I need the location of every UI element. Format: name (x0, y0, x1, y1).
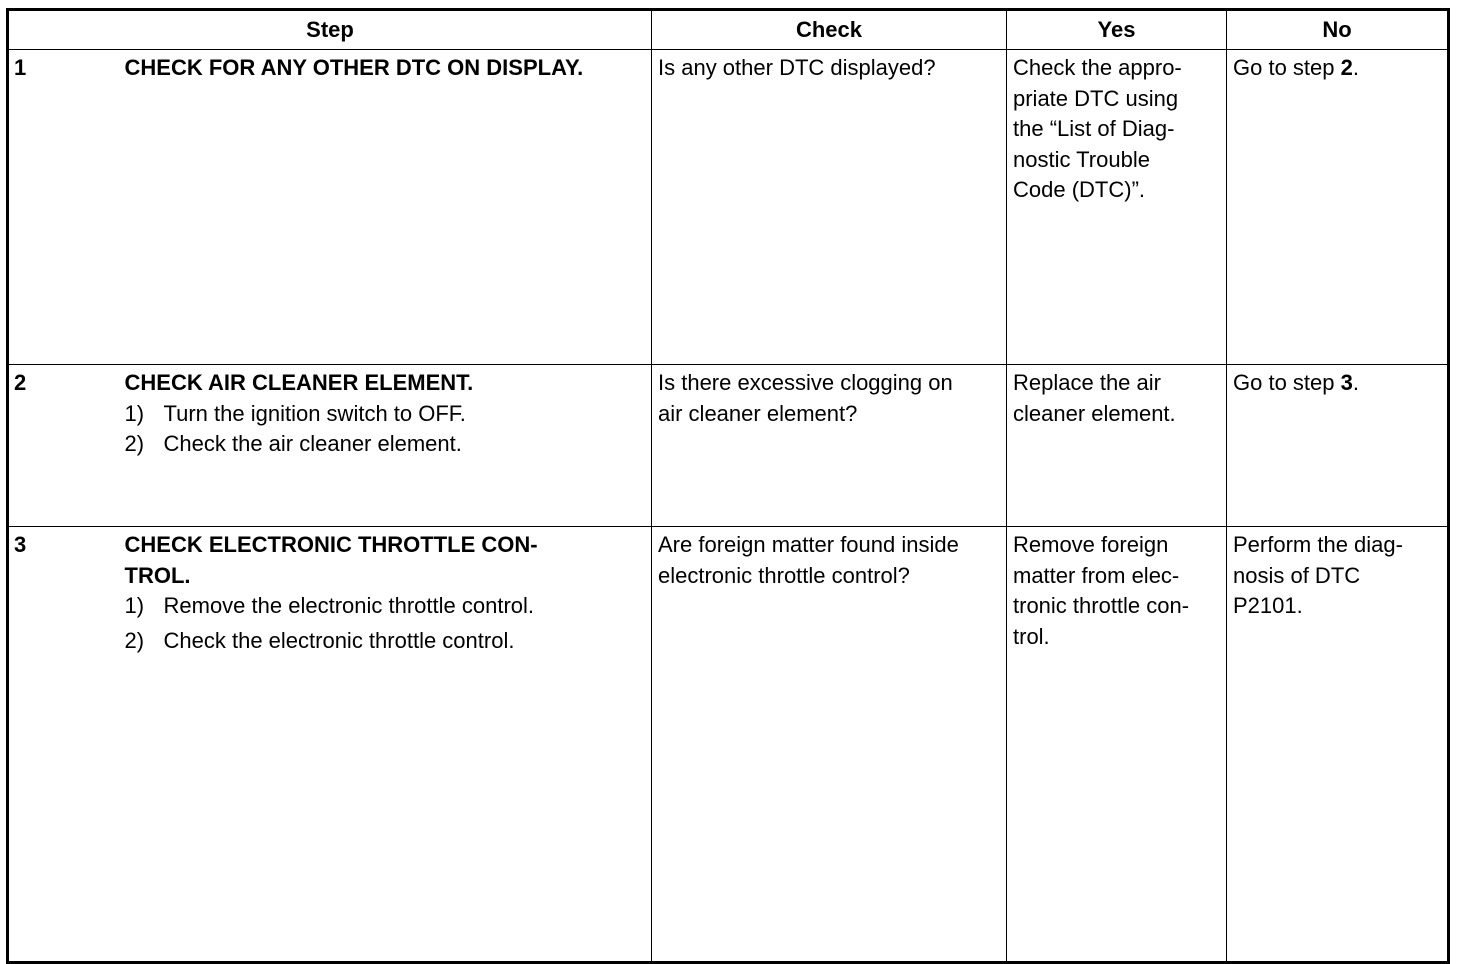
substep-text: Turn the ignition switch to OFF. (163, 400, 466, 426)
table-row (8, 527, 1449, 963)
next-step-number: 2 (1340, 55, 1353, 80)
table-header-row (8, 10, 1449, 50)
substep-text: Remove the electronic throttle control. (163, 593, 535, 618)
check-cell (652, 365, 1007, 527)
step-title: CHECK FOR ANY OTHER DTC ON DISPLAY. (124, 55, 584, 80)
yes-cell (1007, 50, 1227, 365)
step-number: 3 (8, 527, 125, 963)
step-title: CHECK AIR CLEANER ELEMENT. (124, 370, 474, 395)
check-cell (652, 527, 1007, 963)
yes-line: the “List of Diag- (1013, 116, 1175, 141)
no-line: Perform the diag- (1233, 532, 1403, 557)
yes-line: nostic Trouble (1013, 146, 1150, 172)
no-cell (1227, 365, 1449, 527)
table-row (8, 365, 1449, 527)
no-suffix: . (1352, 55, 1359, 80)
check-line: Are foreign matter found inside (658, 532, 959, 557)
no-cell (1227, 527, 1449, 963)
substep (125, 591, 648, 622)
no-text: Go to step (1233, 370, 1341, 395)
no-text: Go to step (1233, 55, 1341, 80)
no-cell (1227, 50, 1449, 365)
step-title-line: CHECK ELECTRONIC THROTTLE CON- (124, 532, 538, 557)
yes-line: Replace the air (1013, 370, 1161, 395)
step-number: 2 (8, 365, 125, 527)
no-suffix: . (1352, 370, 1359, 395)
substep (125, 626, 648, 657)
diagnostic-table (6, 8, 1450, 964)
header-check: Check (652, 10, 1007, 50)
step-title-line: TROL. (124, 562, 191, 588)
yes-line: priate DTC using (1013, 85, 1179, 111)
yes-cell (1007, 365, 1227, 527)
no-line: P2101. (1233, 593, 1303, 618)
substep-number: 1) (124, 400, 145, 426)
yes-line: tronic throttle con- (1013, 593, 1190, 618)
check-line: electronic throttle control? (658, 562, 910, 588)
header-no: No (1227, 10, 1449, 50)
check-line: air cleaner element? (658, 400, 858, 426)
step-cell (125, 527, 652, 963)
substep (125, 429, 648, 460)
check-line: Is there excessive clogging on (658, 370, 953, 395)
substep-number: 2) (124, 431, 145, 456)
substep (125, 399, 648, 430)
yes-line: trol. (1013, 623, 1050, 649)
yes-line: Check the appro- (1013, 55, 1182, 80)
step-cell (125, 50, 652, 365)
step-number: 1 (8, 50, 125, 365)
yes-cell (1007, 527, 1227, 963)
substep-text: Check the electronic throttle control. (163, 627, 515, 653)
table-row (8, 50, 1449, 365)
check-cell: Is any other DTC displayed? (652, 50, 1007, 365)
step-cell (125, 365, 652, 527)
substep-text: Check the air cleaner element. (163, 431, 462, 456)
header-step: Step (8, 10, 652, 50)
yes-line: Code (DTC)”. (1013, 177, 1146, 202)
yes-line: matter from elec- (1013, 562, 1180, 588)
yes-line: Remove foreign (1013, 532, 1169, 557)
substep-number: 1) (124, 593, 145, 618)
no-line: nosis of DTC (1233, 562, 1361, 588)
yes-line: cleaner element. (1013, 400, 1176, 426)
next-step-number: 3 (1340, 370, 1353, 395)
header-yes: Yes (1007, 10, 1227, 50)
substep-number: 2) (124, 627, 145, 653)
